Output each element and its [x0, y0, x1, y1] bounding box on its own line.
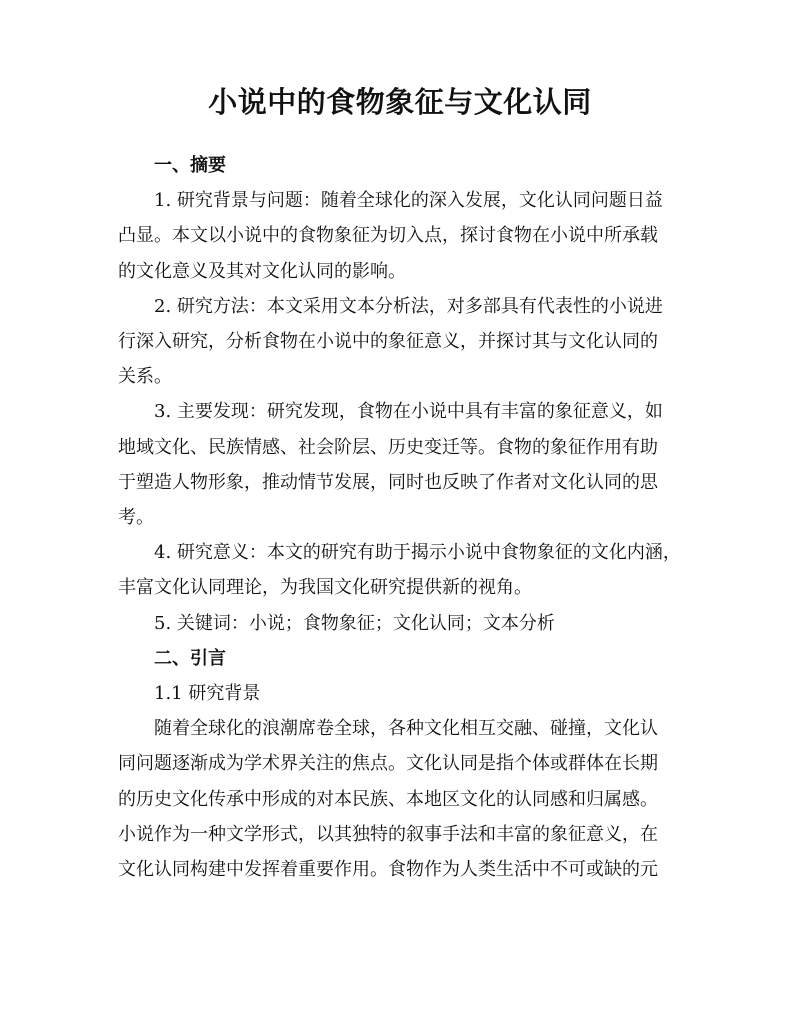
- text-line: 关系。: [118, 366, 172, 388]
- text-line: 行深入研究，分析食物在小说中的象征意义，并探讨其与文化认同的: [118, 331, 658, 353]
- text-line: 小说作为一种文学形式，以其独特的叙事手法和丰富的象征意义，在: [118, 823, 658, 845]
- text-line: 丰富文化认同理论，为我国文化研究提供新的视角。: [118, 577, 532, 599]
- text-line: 随着全球化的浪潮席卷全球，各种文化相互交融、碰撞，文化认: [154, 718, 658, 740]
- text-line: 文化认同构建中发挥着重要作用。食物作为人类生活中不可或缺的元: [118, 859, 658, 881]
- abstract-paragraph-1: [118, 183, 678, 289]
- text-line: 4. 研究意义：本文的研究有助于揭示小说中食物象征的文化内涵，: [154, 542, 681, 564]
- document-title: 小说中的食物象征与文化认同: [208, 85, 592, 119]
- abstract-keywords: [118, 606, 678, 641]
- text-line: 凸显。本文以小说中的食物象征为切入点，探讨食物在小说中所承载: [118, 225, 658, 247]
- text-line: 考。: [118, 507, 154, 529]
- text-line: 于塑造人物形象，推动情节发展，同时也反映了作者对文化认同的思: [118, 471, 658, 493]
- section-heading-introduction: 二、引言: [154, 647, 226, 669]
- section-heading-abstract: 一、摘要: [154, 155, 226, 176]
- text-line: 1. 研究背景与问题：随着全球化的深入发展，文化认同问题日益: [154, 190, 663, 212]
- document-body: [118, 148, 681, 887]
- introduction-paragraph: [118, 711, 678, 887]
- text-line: 的文化意义及其对文化认同的影响。: [118, 260, 406, 282]
- abstract-paragraph-2: [118, 289, 678, 395]
- text-line: 2. 研究方法：本文采用文本分析法，对多部具有代表性的小说进: [154, 295, 663, 317]
- text-line: 的历史文化传承中形成的对本民族、本地区文化的认同感和归属感。: [118, 788, 658, 810]
- text-line: 5. 关键词：小说；食物象征；文化认同；文本分析: [154, 612, 555, 634]
- text-line: 地域文化、民族情感、社会阶层、历史变迁等。食物的象征作用有助: [118, 436, 658, 458]
- subsection-heading-research-background: 1.1 研究背景: [154, 683, 261, 705]
- abstract-paragraph-3: [118, 394, 678, 535]
- text-line: 同问题逐渐成为学术界关注的焦点。文化认同是指个体或群体在长期: [118, 753, 658, 775]
- text-line: 3. 主要发现：研究发现，食物在小说中具有丰富的象征意义，如: [154, 401, 663, 423]
- abstract-paragraph-4: [118, 535, 681, 605]
